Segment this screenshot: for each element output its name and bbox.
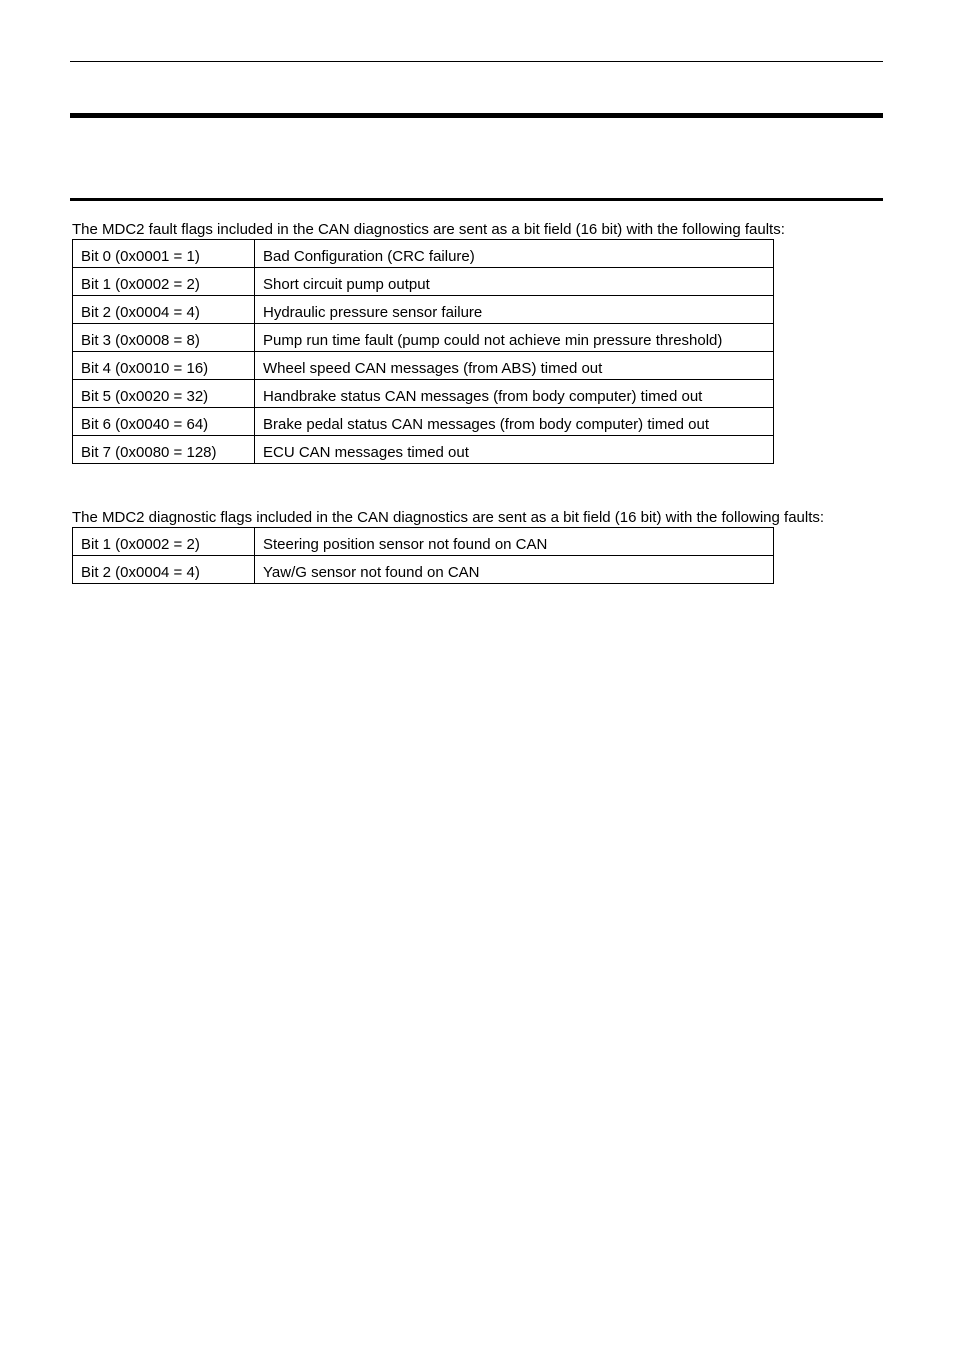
description-cell: Pump run time fault (pump could not achieve min pressure threshold): [255, 324, 774, 352]
table-row: [73, 436, 774, 464]
section-title-rule: [70, 113, 883, 118]
table-row: [73, 296, 774, 324]
fault-flags-table: [72, 239, 774, 464]
bit-cell: Bit 7 (0x0080 = 128): [73, 436, 255, 464]
table-row: [73, 408, 774, 436]
table-row: [73, 556, 774, 584]
bit-cell: Bit 1 (0x0002 = 2): [73, 528, 255, 556]
fault-flags-intro: The MDC2 fault flags included in the CAN diagnostics are sent as a bit field (16 bit) with the following faults:: [72, 221, 785, 238]
table-row: [73, 380, 774, 408]
bit-cell: Bit 2 (0x0004 = 4): [73, 556, 255, 584]
description-cell: Hydraulic pressure sensor failure: [255, 296, 774, 324]
table-row: [73, 528, 774, 556]
section-divider-rule: [70, 198, 883, 201]
bit-cell: Bit 5 (0x0020 = 32): [73, 380, 255, 408]
description-cell: ECU CAN messages timed out: [255, 436, 774, 464]
table-row: [73, 240, 774, 268]
table-row: [73, 268, 774, 296]
description-cell: Brake pedal status CAN messages (from body computer) timed out: [255, 408, 774, 436]
bit-cell: Bit 0 (0x0001 = 1): [73, 240, 255, 268]
description-cell: Steering position sensor not found on CAN: [255, 528, 774, 556]
bit-cell: Bit 2 (0x0004 = 4): [73, 296, 255, 324]
description-cell: Short circuit pump output: [255, 268, 774, 296]
diagnostic-flags-table: [72, 527, 774, 584]
bit-cell: Bit 3 (0x0008 = 8): [73, 324, 255, 352]
bit-cell: Bit 6 (0x0040 = 64): [73, 408, 255, 436]
description-cell: Wheel speed CAN messages (from ABS) timed out: [255, 352, 774, 380]
header-rule: [70, 61, 883, 62]
table-row: [73, 352, 774, 380]
description-cell: Bad Configuration (CRC failure): [255, 240, 774, 268]
description-cell: Handbrake status CAN messages (from body computer) timed out: [255, 380, 774, 408]
diagnostic-flags-intro: The MDC2 diagnostic flags included in the CAN diagnostics are sent as a bit field (16 bit) with the following faults:: [72, 509, 825, 526]
table-row: [73, 324, 774, 352]
bit-cell: Bit 1 (0x0002 = 2): [73, 268, 255, 296]
bit-cell: Bit 4 (0x0010 = 16): [73, 352, 255, 380]
description-cell: Yaw/G sensor not found on CAN: [255, 556, 774, 584]
